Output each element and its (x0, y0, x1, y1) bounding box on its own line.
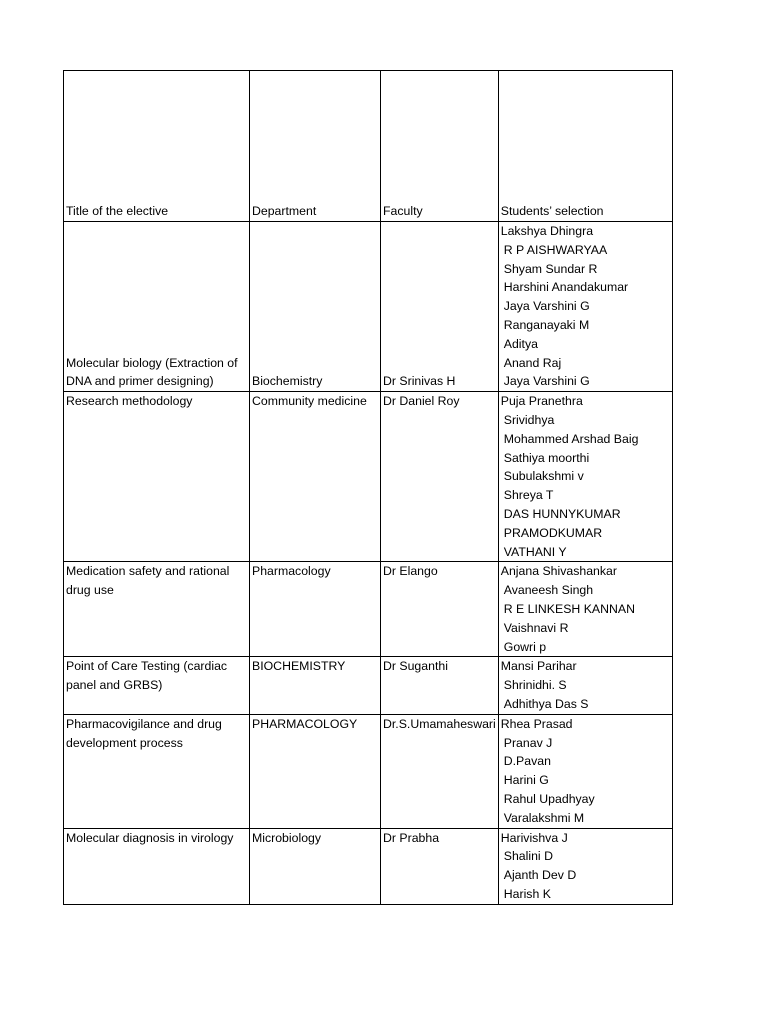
student-name: Adhithya Das S (503, 696, 589, 711)
elective-title-cell: Pharmacovigilance and drug development process (64, 714, 250, 828)
faculty-cell: Dr Suganthi (381, 657, 499, 714)
faculty-cell: Dr Elango (381, 562, 499, 657)
student-name: Rhea Prasad (500, 716, 573, 731)
student-name: Vaishnavi R (503, 620, 569, 635)
student-name: Subulakshmi v (503, 469, 584, 484)
department-cell: Biochemistry (250, 222, 381, 392)
elective-title-cell: Molecular biology (Extraction of DNA and primer designing) (64, 222, 250, 392)
department-cell: Microbiology (250, 828, 381, 904)
student-name: R P AISHWARYAA (503, 242, 608, 257)
elective-title-cell: Research methodology (64, 392, 250, 562)
students-cell (498, 562, 672, 657)
student-name: Aditya (503, 336, 538, 351)
elective-title-cell: Molecular diagnosis in virology (64, 828, 250, 904)
student-name: VATHANI Y (503, 544, 567, 559)
students-cell (498, 222, 672, 392)
header-students: Students’ selection (498, 71, 672, 222)
student-name: Shreya T (503, 488, 554, 503)
student-name: Jaya Varshini G (503, 374, 590, 389)
elective-title-cell: Medication safety and rational drug use (64, 562, 250, 657)
faculty-cell: Dr Srinivas H (381, 222, 499, 392)
student-name: Ranganayaki M (503, 317, 590, 332)
student-name: PRAMODKUMAR (503, 525, 603, 540)
student-name: Shrinidhi. S (503, 678, 567, 693)
faculty-cell: Dr Prabha (381, 828, 499, 904)
student-name: Harish K (503, 886, 551, 901)
student-name: DAS HUNNYKUMAR (503, 506, 621, 521)
student-name: Lakshya Dhingra (500, 224, 594, 238)
department-cell: PHARMACOLOGY (250, 714, 381, 828)
student-name: Varalakshmi M (503, 810, 585, 825)
department-cell: Community medicine (250, 392, 381, 562)
student-name: Rahul Upadhyay (503, 791, 595, 806)
student-name: Sathiya moorthi (503, 450, 590, 465)
header-faculty: Faculty (381, 71, 499, 222)
student-name: Ajanth Dev D (503, 868, 577, 883)
student-name: Shyam Sundar R (503, 261, 598, 276)
header-row (64, 71, 673, 222)
table-row (64, 828, 673, 904)
student-name: Srividhya (503, 412, 555, 427)
student-name: R E LINKESH KANNAN (503, 601, 635, 616)
students-cell (498, 657, 672, 714)
students-cell (498, 828, 672, 904)
table-row (64, 714, 673, 828)
table-row (64, 392, 673, 562)
department-cell: BIOCHEMISTRY (250, 657, 381, 714)
table-header (64, 71, 673, 222)
students-cell (498, 392, 672, 562)
student-name: Avaneesh Singh (503, 583, 594, 598)
faculty-cell: Dr.S.Umamaheswari (381, 714, 499, 828)
student-name: Pranav J (503, 735, 553, 750)
student-name: Shalini D (503, 849, 553, 864)
student-name: Anand Raj (503, 355, 562, 370)
student-name: Harini G (503, 773, 549, 788)
table-row (64, 222, 673, 392)
header-department: Department (250, 71, 381, 222)
department-cell: Pharmacology (250, 562, 381, 657)
electives-table (63, 70, 673, 905)
student-name: Harivishva J (500, 830, 568, 845)
student-name: Mohammed Arshad Baig (503, 431, 639, 446)
elective-title-cell: Point of Care Testing (cardiac panel and GRBS) (64, 657, 250, 714)
table-row (64, 657, 673, 714)
student-name: Mansi Parihar (500, 659, 577, 674)
student-name: Puja Pranethra (500, 394, 583, 409)
table-row (64, 562, 673, 657)
student-name: Anjana Shivashankar (500, 564, 617, 579)
student-name: Gowri p (503, 639, 547, 654)
student-name: Harshini Anandakumar (503, 280, 629, 295)
student-name: D.Pavan (503, 754, 551, 769)
students-cell (498, 714, 672, 828)
student-name: Jaya Varshini G (503, 299, 590, 314)
header-title: Title of the elective (64, 71, 250, 222)
table-body (64, 222, 673, 905)
faculty-cell: Dr Daniel Roy (381, 392, 499, 562)
